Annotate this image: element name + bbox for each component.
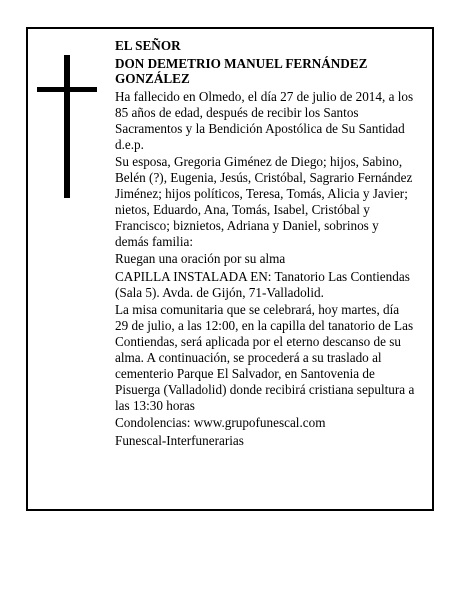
prayer-request: Ruegan una oración por su alma bbox=[115, 251, 286, 267]
cross-horizontal-bar bbox=[37, 87, 97, 92]
deceased-name: DON DEMETRIO MANUEL FERNÁNDEZ GONZÁLEZ bbox=[115, 55, 368, 87]
mass-details: La misa comunitaria que se celebrará, hoy martes, día 29 de julio, a las 12:00, en la capilla del tanatorio de Las Contiendas, será aplicada por el eterno descanso de su alma. A continuación, se procederá a su traslado al cementerio Parque El Salvador, en Santovenia de Pisuerga (Valladolid) donde recibirá cristiana sepultura a las 13:30 horas bbox=[115, 302, 415, 413]
latin-cross-icon bbox=[37, 55, 97, 198]
obituary-text bbox=[115, 38, 415, 450]
funeral-company: Funescal-Interfunerarias bbox=[115, 432, 244, 448]
family-list: Su esposa, Gregoria Giménez de Diego; hijos, Sabino, Belén (?), Eugenia, Jesús, Cristóbal, Sagrario Fernández Jiménez; hijos políticos, Teresa, Tomás, Alicia y Javier; nietos, Eduardo, Ana, Tomás, Isabel, Cristóbal y Francisco; biznietos, Adriana y Daniel, sobrinos y demás familia: bbox=[115, 154, 413, 249]
cross-vertical-bar bbox=[64, 55, 70, 198]
chapel-location: CAPILLA INSTALADA EN: Tanatorio Las Contiendas (Sala 5). Avda. de Gijón, 71-Valladolid. bbox=[115, 268, 410, 300]
notice-title: EL SEÑOR bbox=[115, 38, 181, 53]
condolences-link: Condolencias: www.grupofunescal.com bbox=[115, 415, 326, 430]
death-announcement: Ha fallecido en Olmedo, el día 27 de julio de 2014, a los 85 años de edad, después de recibir los Santos Sacramentos y la Bendición Apostólica de Su Santidad d.e.p. bbox=[115, 88, 414, 152]
